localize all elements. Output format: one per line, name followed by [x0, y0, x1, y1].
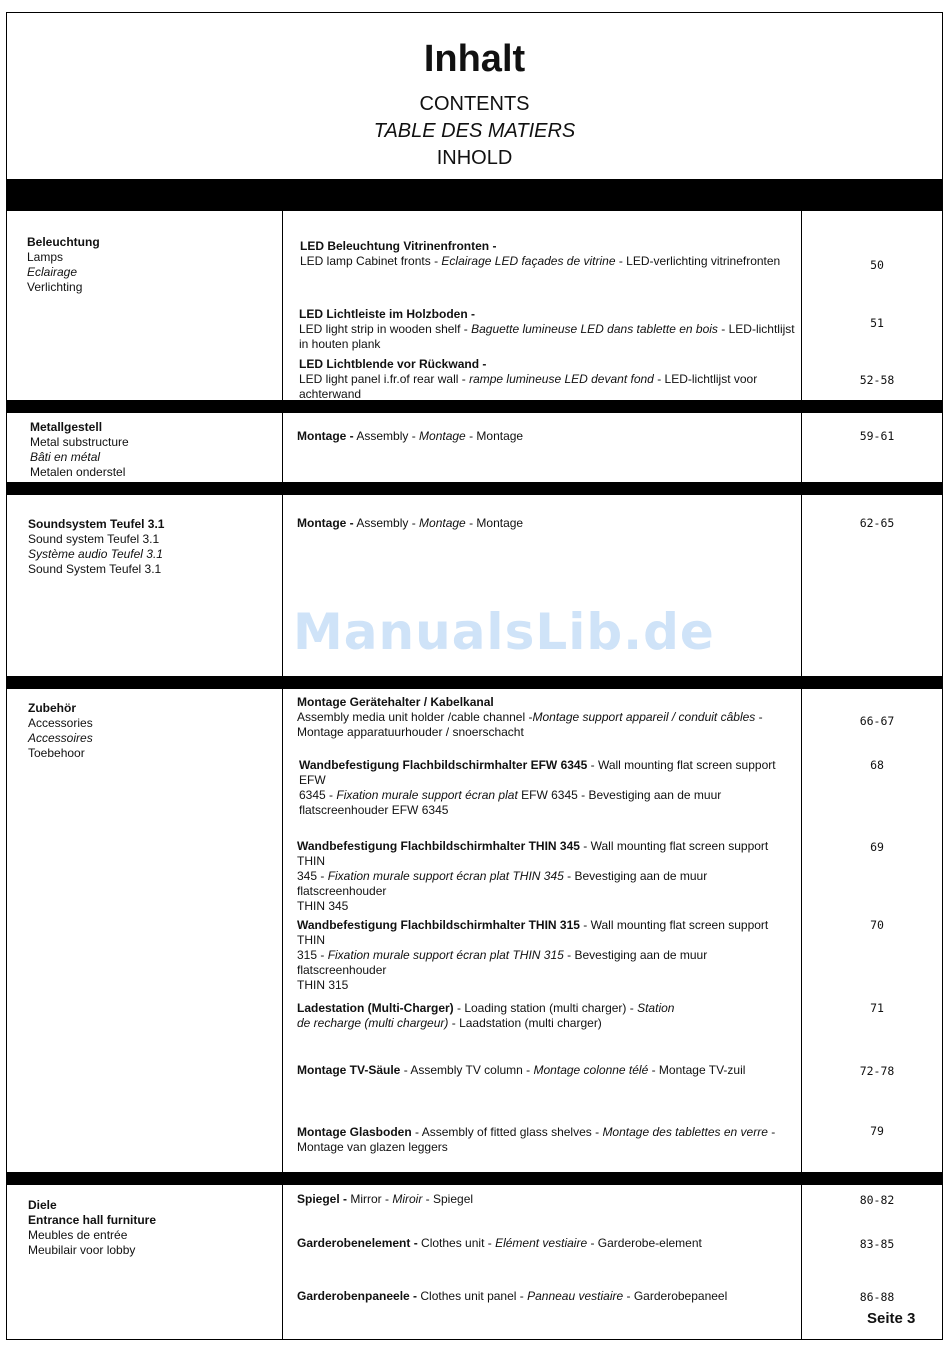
section-label-accessories: [28, 701, 93, 761]
entry-french: Fixation murale support écran plat THIN 345: [327, 869, 564, 883]
section-title: Zubehör: [28, 701, 76, 715]
entry-french: Fixation murale support écran plat: [336, 788, 518, 802]
watermark: ManualsLib.de: [293, 603, 715, 661]
entry-dutch: - LED-lichtlijst: [717, 322, 795, 336]
entry-french: Station: [637, 1001, 675, 1015]
entry-english: - Loading station (multi charger) -: [453, 1001, 638, 1015]
entry-french: Miroir: [392, 1192, 423, 1206]
column-divider: [282, 211, 283, 400]
entry-english: Assembly -: [353, 516, 420, 530]
contents-header: [7, 13, 942, 179]
section-title-dutch: Verlichting: [27, 280, 83, 294]
section-title: Beleuchtung: [27, 235, 100, 249]
entry-dutch: Montage van glazen leggers: [297, 1140, 448, 1154]
entry-english: LED light panel i.fr.of rear wall -: [299, 372, 470, 386]
entry-title: LED Beleuchtung Vitrinenfronten -: [300, 239, 497, 253]
toc-entry-multi-charger[interactable]: [297, 1001, 797, 1031]
entry-title: Ladestation (Multi-Charger): [297, 1001, 454, 1015]
page-number: 52-58: [859, 373, 895, 387]
title-french: TABLE DES MATIERS: [373, 120, 576, 142]
section-title: Diele: [28, 1198, 57, 1212]
entry-dutch-continued: THIN 315: [297, 978, 349, 992]
section-title-french: Eclairage: [27, 265, 78, 279]
toc-entry-led-light-strip[interactable]: [299, 307, 799, 352]
toc-entry-sound-assembly[interactable]: [297, 516, 797, 531]
entry-english: Clothes unit -: [417, 1236, 496, 1250]
entry-french-continued: de recharge (multi chargeur): [297, 1016, 449, 1030]
toc-entry-efw-6345[interactable]: [299, 758, 799, 818]
page-number: 83-85: [859, 1237, 895, 1251]
entry-dutch: - Garderobe-element: [587, 1236, 702, 1250]
toc-entry-clothes-unit[interactable]: [297, 1236, 797, 1251]
section-title-english: Lamps: [27, 250, 64, 264]
entry-french: Montage: [419, 429, 466, 443]
title-dutch: INHOLD: [436, 147, 513, 169]
entry-french: Montage des tablettes en verre: [602, 1125, 768, 1139]
toc-entry-metal-assembly[interactable]: [297, 429, 797, 444]
entry-english: LED light strip in wooden shelf -: [299, 322, 472, 336]
section-label-hall: [28, 1198, 156, 1258]
toc-entry-led-cabinet-fronts[interactable]: [300, 239, 800, 269]
section-label-metal: [30, 420, 129, 480]
section-title-dutch: Sound System Teufel 3.1: [28, 562, 162, 576]
column-divider: [282, 495, 283, 676]
entry-separator: -: [767, 1125, 776, 1139]
page-frame: [6, 12, 943, 1340]
entry-english: Mirror -: [347, 1192, 393, 1206]
section-divider-bar: [7, 482, 942, 495]
entry-dutch: - LED-lichtlijst voor achterwand: [299, 372, 758, 401]
section-title-french: Meubles de entrée: [28, 1228, 128, 1242]
entry-french: rampe lumineuse LED devant fond: [469, 372, 654, 386]
column-divider: [282, 689, 283, 1172]
section-title: Metallgestell: [30, 420, 103, 434]
entry-english: - Assembly of fitted glass shelves -: [411, 1125, 603, 1139]
entry-title: Garderobenelement -: [297, 1236, 418, 1250]
section-title-dutch: Toebehoor: [28, 746, 85, 760]
entry-separator: -: [755, 710, 763, 724]
page-footer: Seite 3: [867, 1310, 916, 1327]
entry-dutch: - Garderobepaneel: [623, 1289, 728, 1303]
entry-english-continued: 315 -: [297, 948, 328, 962]
page-number: 50: [870, 258, 884, 272]
entry-english: - Wall mounting flat screen support THIN: [297, 839, 769, 868]
page-number: 51: [870, 316, 884, 330]
column-divider: [801, 689, 802, 1172]
page-number: 62-65: [859, 516, 895, 530]
section-title-french: Système audio Teufel 3.1: [28, 547, 163, 561]
entry-dutch-continued: flatscreenhouder EFW 6345: [299, 803, 449, 817]
entry-french: Eclairage LED façades de vitrine: [441, 254, 616, 268]
section-title-french: Accessoires: [28, 731, 93, 745]
entry-title: Wandbefestigung Flachbildschirmhalter THIN 315: [297, 918, 580, 932]
page-number: 69: [870, 840, 884, 854]
entry-dutch: - Montage: [465, 516, 524, 530]
section-title-french: Bâti en métal: [30, 450, 101, 464]
entry-english: LED lamp Cabinet fronts -: [300, 254, 442, 268]
entry-title: Wandbefestigung Flachbildschirmhalter THIN 345: [297, 839, 580, 853]
entry-french: Elément vestiaire: [495, 1236, 588, 1250]
entry-french: Montage support appareil / conduit câbles: [532, 710, 756, 724]
entry-title: Garderobenpaneele -: [297, 1289, 418, 1303]
section-title: Soundsystem Teufel 3.1: [28, 517, 165, 531]
section-label-lighting: [27, 235, 100, 295]
entry-french: Montage: [419, 516, 466, 530]
entry-title: LED Lichtblende vor Rückwand -: [299, 357, 487, 371]
entry-dutch: Montage apparatuurhouder / snoerschacht: [297, 725, 524, 739]
entry-english: - Wall mounting flat screen support EFW: [299, 758, 776, 787]
section-title-english: Accessories: [28, 716, 93, 730]
column-divider: [282, 413, 283, 482]
section-divider-bar: [7, 1172, 942, 1185]
toc-entry-clothes-panel[interactable]: [297, 1289, 797, 1304]
entry-dutch-continued: THIN 345: [297, 899, 349, 913]
entry-title: Spiegel -: [297, 1192, 348, 1206]
page-number: 68: [870, 758, 884, 772]
entry-title: LED Lichtleiste im Holzboden -: [299, 307, 476, 321]
entry-french: Fixation murale support écran plat THIN 315: [327, 948, 564, 962]
entry-dutch: - LED-verlichting vitrinefronten: [615, 254, 781, 268]
section-title-english: Metal substructure: [30, 435, 129, 449]
section-divider-bar: [7, 676, 942, 689]
entry-dutch: - Montage TV-zuil: [648, 1063, 746, 1077]
section-title-dutch: Meubilair voor lobby: [28, 1243, 136, 1257]
toc-entry-thin-315[interactable]: [297, 918, 797, 993]
column-divider: [801, 1185, 802, 1340]
title-english: CONTENTS: [419, 93, 530, 115]
entry-french: Baguette lumineuse LED dans tablette en bois: [471, 322, 718, 336]
entry-dutch: - Laadstation (multi charger): [448, 1016, 602, 1030]
entry-dutch: - Spiegel: [422, 1192, 474, 1206]
entry-english-continued: 345 -: [297, 869, 328, 883]
entry-english: - Assembly TV column -: [400, 1063, 534, 1077]
column-divider: [801, 413, 802, 482]
entry-title: Montage Glasboden: [297, 1125, 412, 1139]
entry-title: Montage TV-Säule: [297, 1063, 401, 1077]
entry-french: Panneau vestiaire: [527, 1289, 624, 1303]
entry-english: Clothes unit panel -: [417, 1289, 528, 1303]
toc-entry-mirror[interactable]: [297, 1192, 797, 1207]
header-divider-bar: [7, 179, 942, 211]
page-number: 59-61: [859, 429, 895, 443]
page-number: 72-78: [859, 1064, 895, 1078]
entry-dutch-continued: in houten plank: [299, 337, 381, 351]
entry-english: - Wall mounting flat screen support THIN: [297, 918, 769, 947]
column-divider: [282, 1185, 283, 1340]
page-number: 71: [870, 1001, 884, 1015]
toc-entry-media-holder[interactable]: [297, 695, 797, 740]
page-number: 86-88: [859, 1290, 895, 1304]
entry-title: Montage -: [297, 429, 354, 443]
section-title-english: Entrance hall furniture: [28, 1213, 157, 1227]
column-divider: [801, 211, 802, 400]
entry-french: Montage colonne télé: [533, 1063, 649, 1077]
entry-dutch: EFW 6345 - Bevestiging aan de muur: [517, 788, 722, 802]
page-title: Inhalt: [423, 38, 526, 80]
entry-dutch: - Bevestiging aan de muur flatscreenhouder: [297, 948, 708, 977]
page-number: 79: [870, 1124, 884, 1138]
section-label-sound: [28, 517, 164, 577]
section-title-english: Sound system Teufel 3.1: [28, 532, 160, 546]
entry-title: Montage -: [297, 516, 354, 530]
toc-entry-thin-345[interactable]: [297, 839, 797, 914]
page-number: 70: [870, 918, 884, 932]
page-number: 66-67: [859, 714, 895, 728]
toc-entry-led-light-panel[interactable]: [299, 357, 799, 402]
entry-title: Montage Gerätehalter / Kabelkanal: [297, 695, 494, 709]
entry-english: Assembly -: [353, 429, 420, 443]
entry-title: Wandbefestigung Flachbildschirmhalter EFW 6345: [299, 758, 588, 772]
entry-english-continued: 6345 -: [299, 788, 337, 802]
page-number: 80-82: [859, 1193, 895, 1207]
entry-dutch: - Montage: [465, 429, 524, 443]
toc-entry-tv-column[interactable]: [297, 1063, 797, 1078]
section-title-dutch: Metalen onderstel: [30, 465, 126, 479]
entry-english: Assembly media unit holder /cable channel -: [297, 710, 533, 724]
column-divider: [801, 495, 802, 676]
toc-entry-glass-shelves[interactable]: [297, 1125, 797, 1155]
entry-dutch: - Bevestiging aan de muur flatscreenhouder: [297, 869, 708, 898]
